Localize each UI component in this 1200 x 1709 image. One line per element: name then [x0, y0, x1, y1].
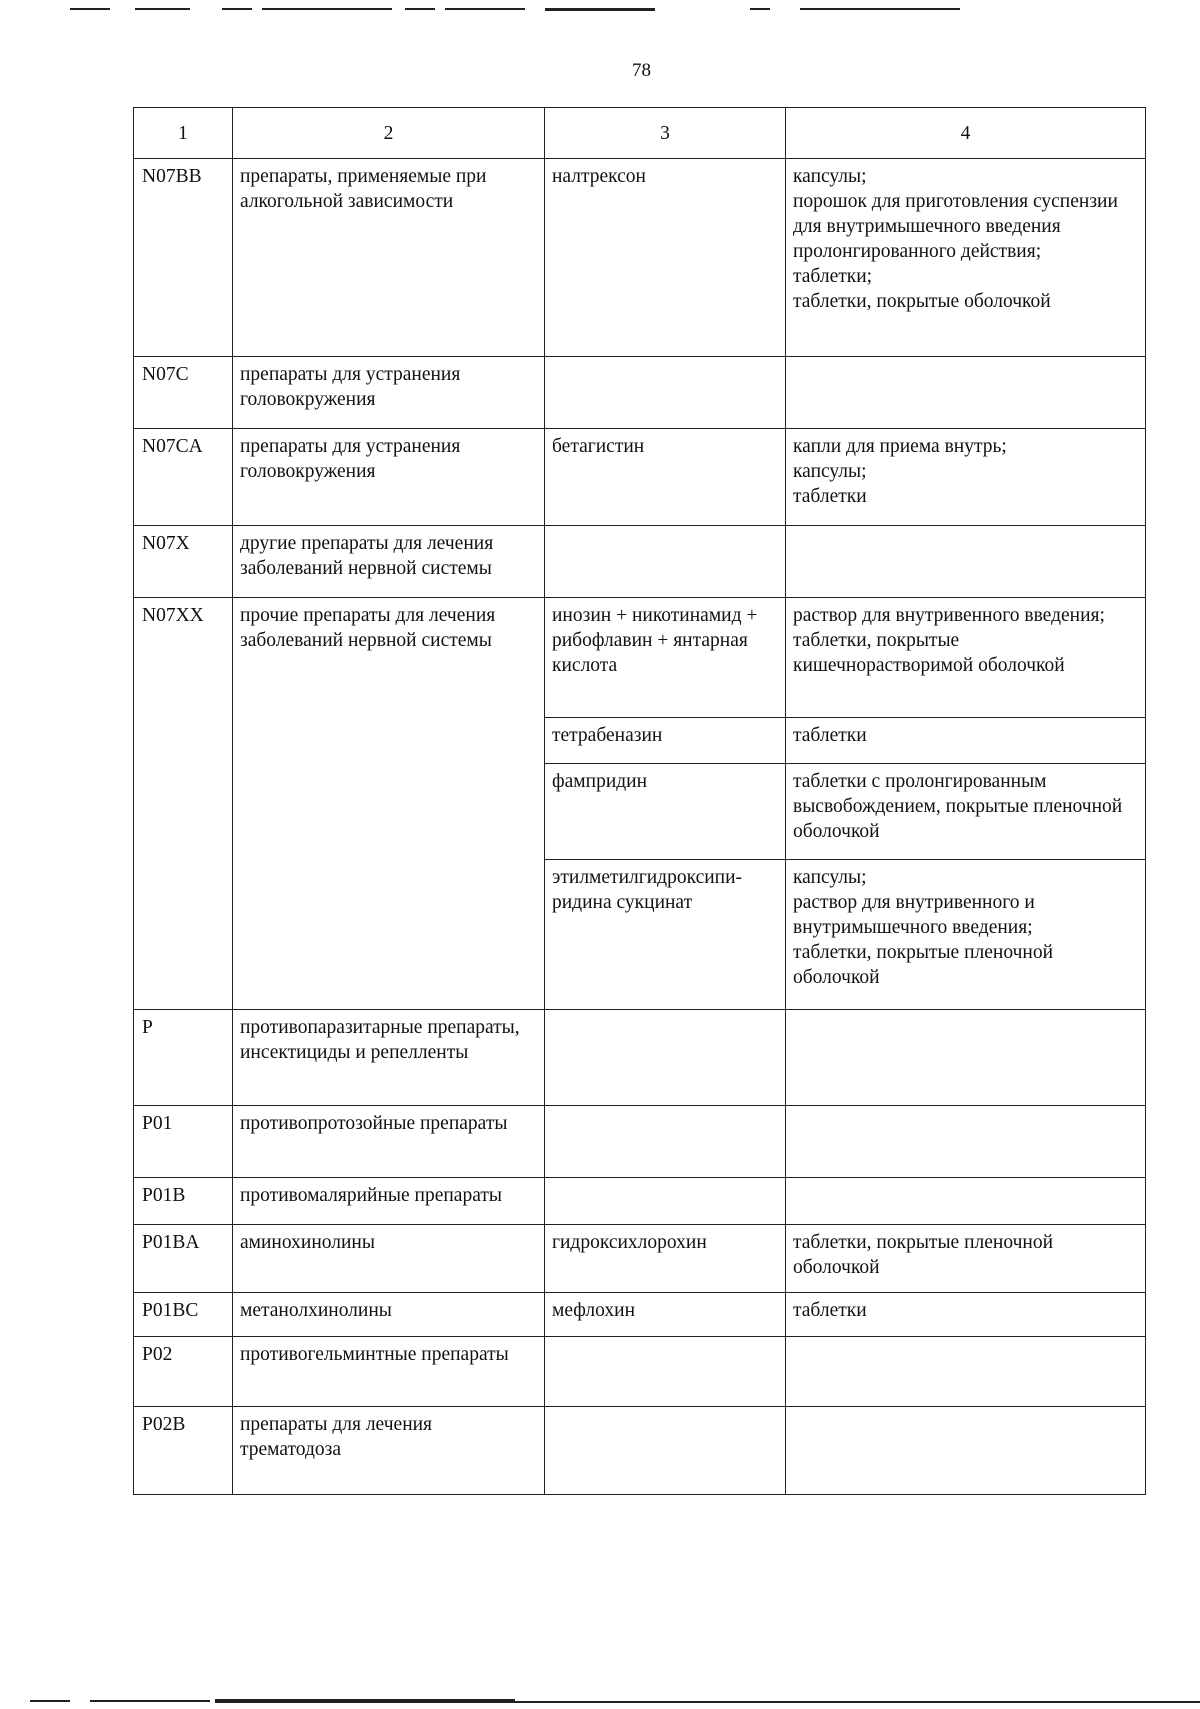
scan-line [215, 1699, 515, 1703]
drug-name-cell: гидроксихлорохин [545, 1225, 786, 1293]
column-header: 4 [786, 108, 1146, 159]
atc-code-cell: N07XX [134, 598, 233, 1010]
scan-line [750, 8, 770, 10]
atc-code-cell: P01BA [134, 1225, 233, 1293]
drug-name-cell [545, 526, 786, 598]
column-header: 1 [134, 108, 233, 159]
table-row [134, 1010, 1146, 1106]
dosage-form-cell: раствор для внутривенного введения; таблетки, покрытые кишечнорастворимой оболочкой [786, 598, 1146, 718]
scan-line [445, 8, 525, 10]
scan-line [405, 8, 435, 10]
dosage-form-cell: капсулы; раствор для внутривенного и внутримышечного введения; таблетки, покрытые пленочной оболочкой [786, 860, 1146, 1010]
table-row [134, 1407, 1146, 1495]
dosage-form-cell [786, 526, 1146, 598]
scan-line [515, 1701, 1200, 1703]
drug-name-cell [545, 1106, 786, 1178]
drug-name-cell: бетагистин [545, 429, 786, 526]
drug-name-cell: тетрабеназин [545, 718, 786, 764]
scan-line [135, 8, 190, 10]
table-row [134, 1106, 1146, 1178]
scan-line [800, 8, 960, 10]
scan-line [90, 1700, 210, 1702]
dosage-form-cell: капли для приема внутрь; капсулы; таблетки [786, 429, 1146, 526]
drug-name-cell [545, 1407, 786, 1495]
table-row [134, 429, 1146, 526]
dosage-form-cell [786, 1337, 1146, 1407]
atc-code-cell: N07X [134, 526, 233, 598]
page-number: 78 [632, 60, 651, 81]
group-name-cell: противопаразитарные препараты, инсектициды и репелленты [233, 1010, 545, 1106]
drug-name-cell [545, 1010, 786, 1106]
drug-table [133, 107, 1146, 1495]
atc-code-cell: P01BC [134, 1293, 233, 1337]
column-header: 3 [545, 108, 786, 159]
table-row [134, 1178, 1146, 1225]
atc-code-cell: P01 [134, 1106, 233, 1178]
scan-line [545, 8, 655, 11]
dosage-form-cell [786, 1010, 1146, 1106]
dosage-form-cell: капсулы; порошок для приготовления суспензии для внутримышечного введения пролонгированного действия; таблетки; таблетки, покрытые оболочкой [786, 159, 1146, 357]
dosage-form-cell: таблетки [786, 1293, 1146, 1337]
group-name-cell: метанолхинолины [233, 1293, 545, 1337]
atc-code-cell: N07BB [134, 159, 233, 357]
drug-name-cell: мефлохин [545, 1293, 786, 1337]
table-row [134, 357, 1146, 429]
table-row [134, 598, 1146, 718]
atc-code-cell: P [134, 1010, 233, 1106]
group-name-cell: прочие препараты для лечения заболеваний нервной системы [233, 598, 545, 1010]
atc-code-cell: N07CA [134, 429, 233, 526]
group-name-cell: препараты, применяемые при алкогольной зависимости [233, 159, 545, 357]
scan-line [262, 8, 392, 10]
dosage-form-cell [786, 1106, 1146, 1178]
group-name-cell: препараты для лечения трематодоза [233, 1407, 545, 1495]
drug-name-cell: инозин + никотинамид + рибофлавин + янтарная кислота [545, 598, 786, 718]
dosage-form-cell: таблетки [786, 718, 1146, 764]
dosage-form-cell: таблетки с пролонгированным высвобождением, покрытые пленочной оболочкой [786, 764, 1146, 860]
table-row [134, 1337, 1146, 1407]
drug-name-cell [545, 1178, 786, 1225]
drug-name-cell: фампридин [545, 764, 786, 860]
scan-line [30, 1700, 70, 1702]
table-row [134, 1293, 1146, 1337]
group-name-cell: противогельминтные препараты [233, 1337, 545, 1407]
dosage-form-cell [786, 1178, 1146, 1225]
atc-code-cell: P02B [134, 1407, 233, 1495]
table-row [134, 159, 1146, 357]
dosage-form-cell [786, 357, 1146, 429]
column-header: 2 [233, 108, 545, 159]
drug-name-cell [545, 1337, 786, 1407]
atc-code-cell: P02 [134, 1337, 233, 1407]
scan-line [70, 8, 110, 10]
group-name-cell: аминохинолины [233, 1225, 545, 1293]
group-name-cell: противомалярийные препараты [233, 1178, 545, 1225]
group-name-cell: другие препараты для лечения заболеваний нервной системы [233, 526, 545, 598]
drug-name-cell [545, 357, 786, 429]
atc-code-cell: P01B [134, 1178, 233, 1225]
dosage-form-cell: таблетки, покрытые пленочной оболочкой [786, 1225, 1146, 1293]
table-header-row [134, 108, 1146, 159]
group-name-cell: противопротозойные препараты [233, 1106, 545, 1178]
drug-name-cell: этилметилгидроксипи- ридина сукцинат [545, 860, 786, 1010]
drug-name-cell: налтрексон [545, 159, 786, 357]
table-row [134, 1225, 1146, 1293]
scan-line [222, 8, 252, 10]
group-name-cell: препараты для устранения головокружения [233, 357, 545, 429]
dosage-form-cell [786, 1407, 1146, 1495]
group-name-cell: препараты для устранения головокружения [233, 429, 545, 526]
table-row [134, 526, 1146, 598]
atc-code-cell: N07C [134, 357, 233, 429]
